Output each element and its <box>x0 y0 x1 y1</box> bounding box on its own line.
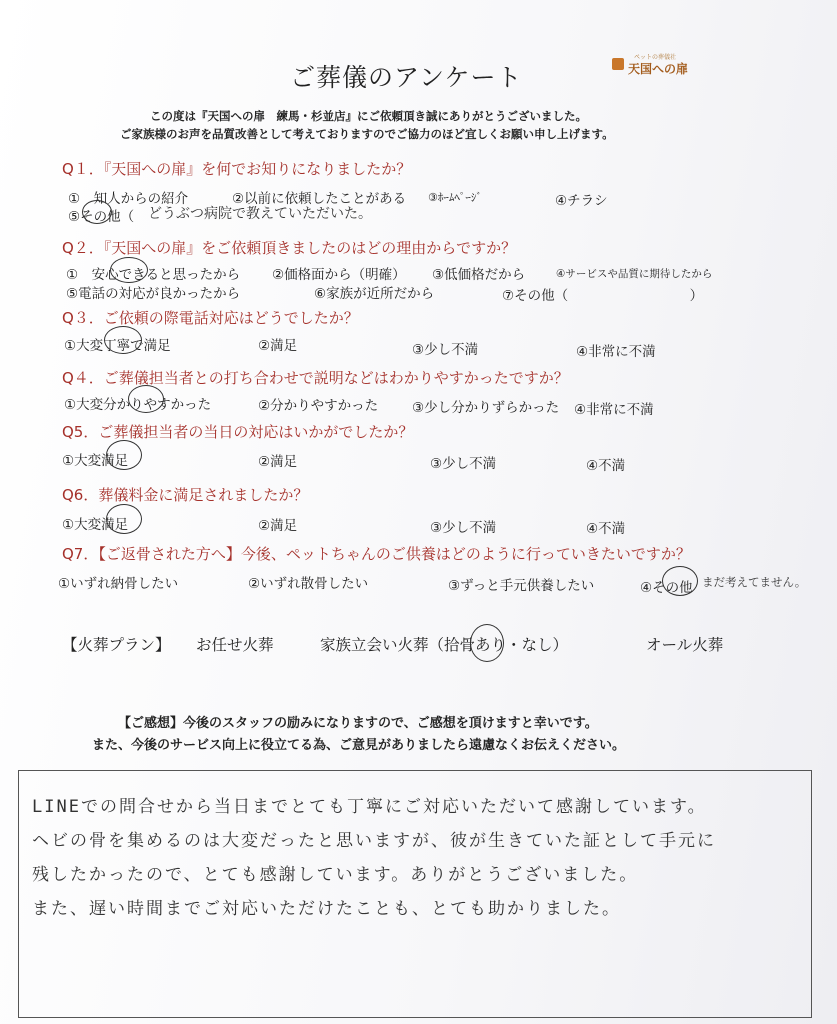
q6-option-1: ①大変満足 <box>62 517 129 533</box>
plan-option-2: 家族立会い火葬（拾骨あり・なし） <box>320 636 569 654</box>
comment-line-4: また、遅い時間までご対応いただけたことも、とても助かりました。 <box>32 899 621 919</box>
q1-other-answer: どうぶつ病院で教えていただいた。 <box>148 206 372 222</box>
q1-option-1: ① 知人からの紹介 <box>68 191 189 207</box>
q7-selection-circle <box>662 566 698 596</box>
comment-line-3: 残したかったので、とても感謝しています。ありがとうございました。 <box>32 865 639 885</box>
q4-option-4: ④非常に不満 <box>574 402 654 418</box>
q4-option-1: ①大変分かりやすかった <box>64 397 212 413</box>
q1-question: Q１．『天国への扉』を何でお知りになりましたか？ <box>62 160 412 178</box>
q1-option-4: ④チラシ <box>555 193 608 209</box>
q6-option-2: ②満足 <box>258 518 298 534</box>
q7-option-4: ④その他 <box>640 580 693 596</box>
q2-question: Q２．『天国への扉』をご依頼頂きましたのはどの理由からですか？ <box>62 239 517 257</box>
q5-selection-circle <box>106 440 142 470</box>
q2-option-3: ③低価格だから <box>432 267 526 283</box>
page-title: ご葬儀のアンケート <box>290 63 523 92</box>
plan-selection-circle <box>470 624 504 662</box>
q2-option-5: ⑤電話の対応が良かったから <box>66 286 241 302</box>
q7-option-2: ②いずれ散骨したい <box>248 576 369 592</box>
comment-heading: 【ご感想】今後のスタッフの励みになりますので、ご感想を頂けますと幸いです。 <box>118 716 598 731</box>
q7-question: Q7．【ご返骨された方へ】今後、ペットちゃんのご供養はどのように行っていきたいですか？ <box>62 545 691 563</box>
q6-question: Q6．葬儀料金に満足されましたか？ <box>62 486 309 504</box>
q3-option-3: ③少し不満 <box>412 342 479 358</box>
q2-selection-circle <box>110 257 148 283</box>
q4-option-2: ②分かりやすかった <box>258 398 379 414</box>
brand-logo <box>612 52 696 78</box>
intro-line-2: ご家族様のお声を品質改善として考えておりますのでご協力のほど宜しくお願い申し上げます。 <box>120 127 614 141</box>
q6-selection-circle <box>106 504 142 534</box>
q2-option-4: ④サービスや品質に期待したから <box>556 268 713 280</box>
q1-option-3: ③ﾎｰﾑﾍﾟｰｼﾞ <box>428 191 482 204</box>
q2-option-7: ⑦その他（ ） <box>502 288 704 304</box>
q5-option-2: ②満足 <box>258 454 298 470</box>
q4-option-3: ③少し分かりずらかった <box>412 400 560 416</box>
q3-option-2: ②満足 <box>258 338 298 354</box>
plan-label: 【火葬プラン】 <box>62 636 171 654</box>
q6-option-4: ④不満 <box>586 521 626 537</box>
q5-option-4: ④不満 <box>586 458 626 474</box>
q5-option-3: ③少し不満 <box>430 456 497 472</box>
plan-option-3: オール火葬 <box>646 636 724 654</box>
q1-option-2: ②以前に依頼したことがある <box>232 191 407 207</box>
q6-option-3: ③少し不満 <box>430 520 497 536</box>
q2-option-1: ① 安心できると思ったから <box>66 267 241 283</box>
q4-selection-circle <box>128 385 164 413</box>
q3-option-4: ④非常に不満 <box>576 344 656 360</box>
q7-option-3: ③ずっと手元供養したい <box>448 578 595 594</box>
q1-selection-circle <box>82 200 112 224</box>
comment-line-2: ヘビの骨を集めるのは大変だったと思いますが、彼が生きていた証として手元に <box>32 831 716 851</box>
logo-tagline: ペットの葬儀社 <box>634 54 677 61</box>
q1-option-5: ⑤その他（ <box>68 209 135 225</box>
q4-question: Q４．ご葬儀担当者との打ち合わせで説明などはわかりやすかったですか？ <box>62 369 569 387</box>
comment-subheading: また、今後のサービス向上に役立てる為、ご意見がありましたら遠慮なくお伝えください。 <box>92 738 626 753</box>
comment-line-1: LINEでの問合せから当日までとても丁寧にご対応いただいて感謝しています。 <box>32 797 707 817</box>
q3-selection-circle <box>104 326 142 354</box>
q5-question: Q5．ご葬儀担当者の当日の対応はいかがでしたか？ <box>62 423 414 441</box>
q3-option-1: ①大変丁寧で満足 <box>64 338 171 354</box>
q2-option-2: ②価格面から（明確） <box>272 267 406 283</box>
q5-option-1: ①大変満足 <box>62 453 129 469</box>
intro-line-1: この度は『天国への扉 練馬・杉並店』にご依頼頂き誠にありがとうございました。 <box>150 109 587 123</box>
q2-option-6: ⑥家族が近所だから <box>314 286 435 302</box>
q7-other-answer: まだ考えてません。 <box>702 575 807 589</box>
logo-mark-icon <box>612 58 624 70</box>
q3-question: Q３．ご依頼の際電話対応はどうでしたか？ <box>62 309 359 327</box>
plan-option-1: お任せ火葬 <box>196 636 274 654</box>
logo-name: 天国への扉 <box>628 62 689 76</box>
q7-option-1: ①いずれ納骨したい <box>58 576 179 592</box>
